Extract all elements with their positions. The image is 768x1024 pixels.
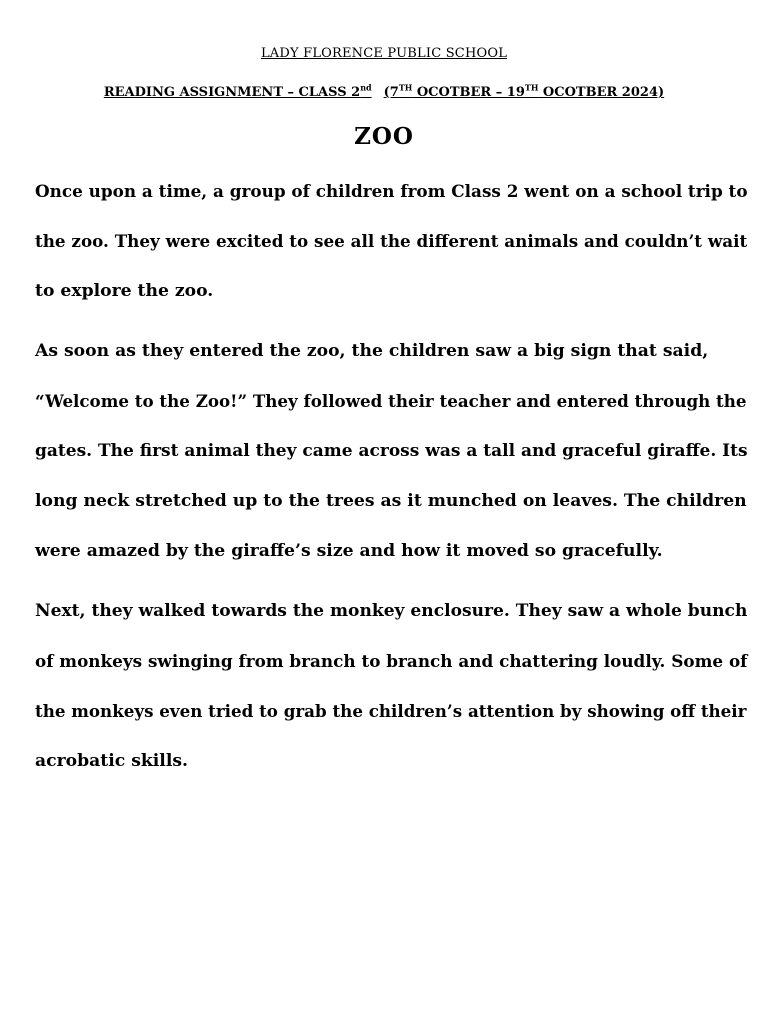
date-end-suffix: TH [524,82,539,93]
paragraph-line: long neck stretched up to the trees as it munched on leaves. The children [35,491,747,511]
paragraph-line: “Welcome to the Zoo!” They followed their teacher and entered through the [35,391,747,411]
document-title: ZOO [354,123,414,150]
school-name: LADY FLORENCE PUBLIC SCHOOL [260,46,508,61]
assignment-heading [0,82,768,100]
date-open: (7 [383,85,399,100]
paragraph [35,326,748,576]
date-middle: OCOTBER – 19 [412,85,525,100]
paragraph-line: to explore the zoo. [35,281,214,301]
paragraph-line: of monkeys swinging from branch to branch and chattering loudly. Some of [35,651,748,671]
paragraph-line: Next, they walked towards the monkey enclosure. They saw a whole bunch [35,601,748,621]
paragraph-line: acrobatic skills. [35,751,189,771]
assignment-prefix: READING ASSIGNMENT – CLASS 2 [103,85,361,100]
paragraph-line: the monkeys even tried to grab the children’s attention by showing off their [35,701,747,721]
date-close: OCOTBER 2024) [538,85,665,100]
paragraph [35,586,748,786]
paragraph-line: gates. The first animal they came across was a tall and graceful giraffe. Its [35,441,748,461]
paragraph-line: were amazed by the giraffe’s size and how it moved so gracefully. [35,541,663,561]
date-start-suffix: TH [398,82,413,93]
paragraph-line: Once upon a time, a group of children from Class 2 went on a school trip to [35,181,748,201]
paragraph-line: the zoo. They were excited to see all the different animals and couldn’t wait [35,231,748,251]
paragraph [35,166,748,316]
paragraph-line: As soon as they entered the zoo, the children saw a big sign that said, [35,341,709,361]
class-suffix: nd [360,82,372,93]
